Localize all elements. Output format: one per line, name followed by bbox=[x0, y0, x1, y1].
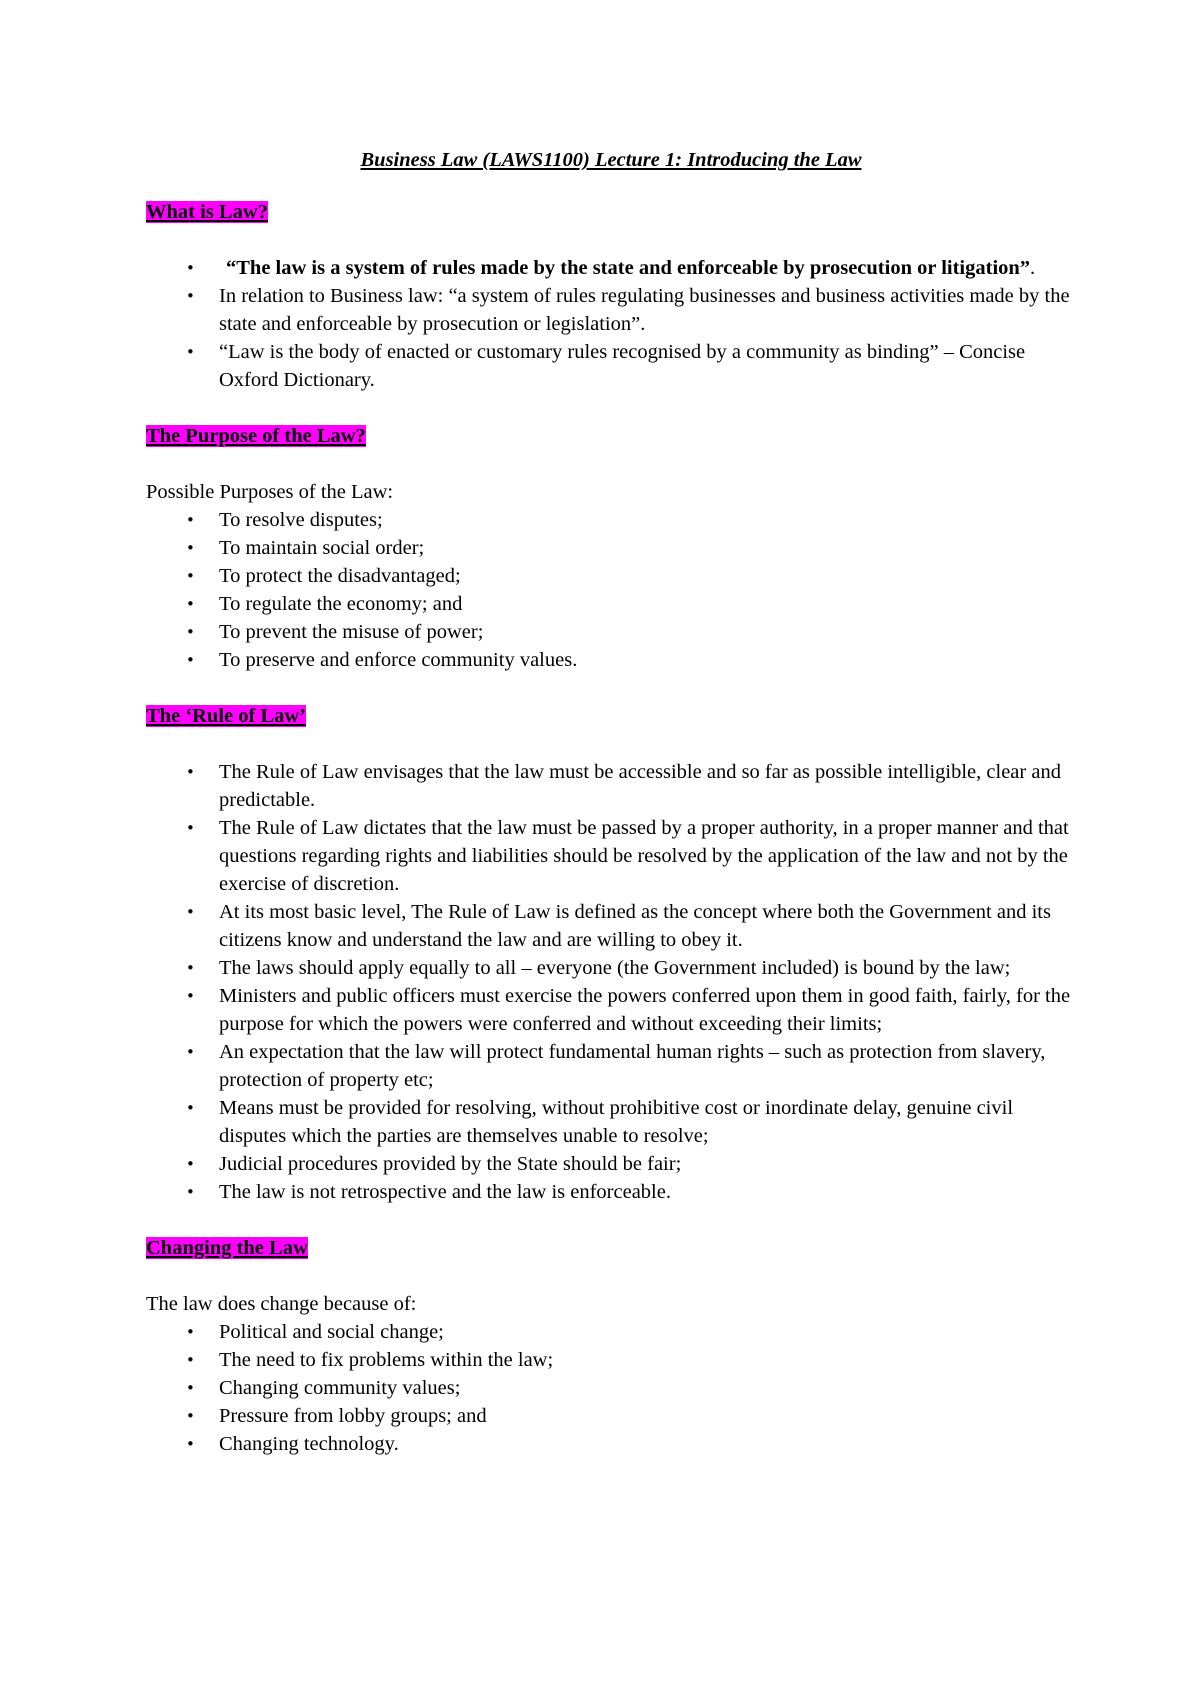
bullet-icon bbox=[186, 282, 195, 310]
list-item bbox=[146, 1150, 1076, 1178]
list-item-text: Pressure from lobby groups; and bbox=[219, 1405, 487, 1427]
bullet-icon bbox=[186, 814, 195, 842]
list-item-text: Changing community values; bbox=[219, 1377, 461, 1399]
list-item-text: Judicial procedures provided by the State should be fair; bbox=[219, 1153, 682, 1175]
list-item bbox=[146, 646, 1076, 674]
bullet-icon bbox=[186, 618, 195, 646]
bullet-icon bbox=[186, 646, 195, 674]
list-item bbox=[146, 338, 1076, 394]
list-item-text: At its most basic level, The Rule of Law is defined as the concept where both the Government and its citizens know and understand the law and are willing to obey it. bbox=[219, 901, 1051, 951]
list-item bbox=[146, 1094, 1076, 1150]
list-item bbox=[146, 758, 1076, 814]
list-item-text: An expectation that the law will protect fundamental human rights – such as protection from slavery, protection of property etc; bbox=[219, 1041, 1046, 1091]
section-heading bbox=[146, 1234, 1076, 1262]
list-item bbox=[146, 1430, 1076, 1458]
list-item bbox=[146, 282, 1076, 338]
bullet-icon bbox=[186, 534, 195, 562]
list-item-text: The law is not retrospective and the law is enforceable. bbox=[219, 1181, 671, 1203]
bullet-list bbox=[146, 1318, 1076, 1458]
list-item-text: Changing technology. bbox=[219, 1433, 399, 1455]
list-item-text: The laws should apply equally to all – everyone (the Government included) is bound by the law; bbox=[219, 957, 1011, 979]
list-item bbox=[146, 1038, 1076, 1094]
list-item bbox=[146, 618, 1076, 646]
list-item-text: In relation to Business law: “a system of rules regulating businesses and business activities made by the state and enforceable by prosecution or legislation”. bbox=[219, 285, 1070, 335]
list-item bbox=[146, 1346, 1076, 1374]
bullet-list bbox=[146, 506, 1076, 674]
section-intro: Possible Purposes of the Law: bbox=[146, 481, 394, 503]
list-item-text: “Law is the body of enacted or customary rules recognised by a community as binding” – Concise Oxford Dictionary. bbox=[219, 341, 1026, 391]
bullet-icon bbox=[186, 562, 195, 590]
section-rule-of-law bbox=[146, 702, 1076, 1206]
bullet-icon bbox=[186, 898, 195, 926]
list-item bbox=[146, 590, 1076, 618]
list-item-text: The Rule of Law dictates that the law must be passed by a proper authority, in a proper manner and that questions regarding rights and liabilities should be resolved by the application of the law and not by the exercise of discretion. bbox=[219, 817, 1069, 895]
list-item bbox=[146, 1318, 1076, 1346]
section-heading bbox=[146, 702, 1076, 730]
bullet-icon bbox=[186, 1150, 195, 1178]
list-item-text: The need to fix problems within the law; bbox=[219, 1349, 554, 1371]
list-item-text: Ministers and public officers must exercise the powers conferred upon them in good faith, fairly, for the purpose for which the powers were conferred and without exceeding their limits; bbox=[219, 985, 1071, 1035]
bullet-icon bbox=[186, 506, 195, 534]
heading-text: The ‘Rule of Law’ bbox=[146, 705, 307, 727]
bullet-icon bbox=[186, 1178, 195, 1206]
heading-text: What is Law? bbox=[146, 201, 268, 223]
bullet-icon bbox=[186, 954, 195, 982]
section-changing-law bbox=[146, 1234, 1076, 1458]
bullet-icon bbox=[186, 1430, 195, 1458]
bullet-icon bbox=[186, 758, 195, 786]
list-item bbox=[146, 814, 1076, 898]
section-what-is-law bbox=[146, 198, 1076, 394]
document-page bbox=[146, 146, 1076, 1486]
list-item bbox=[146, 506, 1076, 534]
list-item-text: The Rule of Law envisages that the law must be accessible and so far as possible intelligible, clear and predictable. bbox=[219, 761, 1061, 811]
list-item bbox=[146, 534, 1076, 562]
bullet-icon bbox=[186, 338, 195, 366]
list-item-text: Political and social change; bbox=[219, 1321, 444, 1343]
section-purpose bbox=[146, 422, 1076, 674]
definition-end: . bbox=[1030, 257, 1036, 279]
list-item bbox=[146, 898, 1076, 954]
list-item-text: Means must be provided for resolving, without prohibitive cost or inordinate delay, genuine civil disputes which the parties are themselves unable to resolve; bbox=[219, 1097, 1014, 1147]
heading-text: The Purpose of the Law? bbox=[146, 425, 366, 447]
list-item-text: To preserve and enforce community values. bbox=[219, 649, 578, 671]
bullet-icon bbox=[186, 1094, 195, 1122]
list-item-text: To protect the disadvantaged; bbox=[219, 565, 461, 587]
bullet-list bbox=[146, 758, 1076, 1206]
heading-text: Changing the Law bbox=[146, 1237, 308, 1259]
list-item bbox=[146, 954, 1076, 982]
list-item-text: To resolve disputes; bbox=[219, 509, 383, 531]
bullet-icon bbox=[186, 1346, 195, 1374]
bullet-icon bbox=[186, 1318, 195, 1346]
list-item bbox=[146, 1178, 1076, 1206]
bullet-icon bbox=[186, 1038, 195, 1066]
bullet-icon bbox=[186, 1402, 195, 1430]
section-intro: The law does change because of: bbox=[146, 1293, 417, 1315]
document-title: Business Law (LAWS1100) Lecture 1: Introducing the Law bbox=[360, 149, 862, 171]
definition-quote: “The law is a system of rules made by the state and enforceable by prosecution or litigation” bbox=[226, 257, 1031, 279]
bullet-list bbox=[146, 254, 1076, 394]
list-item bbox=[146, 1402, 1076, 1430]
list-item-text: To regulate the economy; and bbox=[219, 593, 463, 615]
section-heading bbox=[146, 422, 1076, 450]
bullet-icon bbox=[186, 590, 195, 618]
list-item bbox=[146, 1374, 1076, 1402]
bullet-icon bbox=[186, 1374, 195, 1402]
list-item bbox=[146, 982, 1076, 1038]
list-item-text: To maintain social order; bbox=[219, 537, 425, 559]
bullet-icon bbox=[186, 982, 195, 1010]
bullet-icon bbox=[186, 254, 195, 282]
list-item-text: To prevent the misuse of power; bbox=[219, 621, 484, 643]
section-heading bbox=[146, 198, 1076, 226]
list-item bbox=[146, 254, 1076, 282]
list-item bbox=[146, 562, 1076, 590]
